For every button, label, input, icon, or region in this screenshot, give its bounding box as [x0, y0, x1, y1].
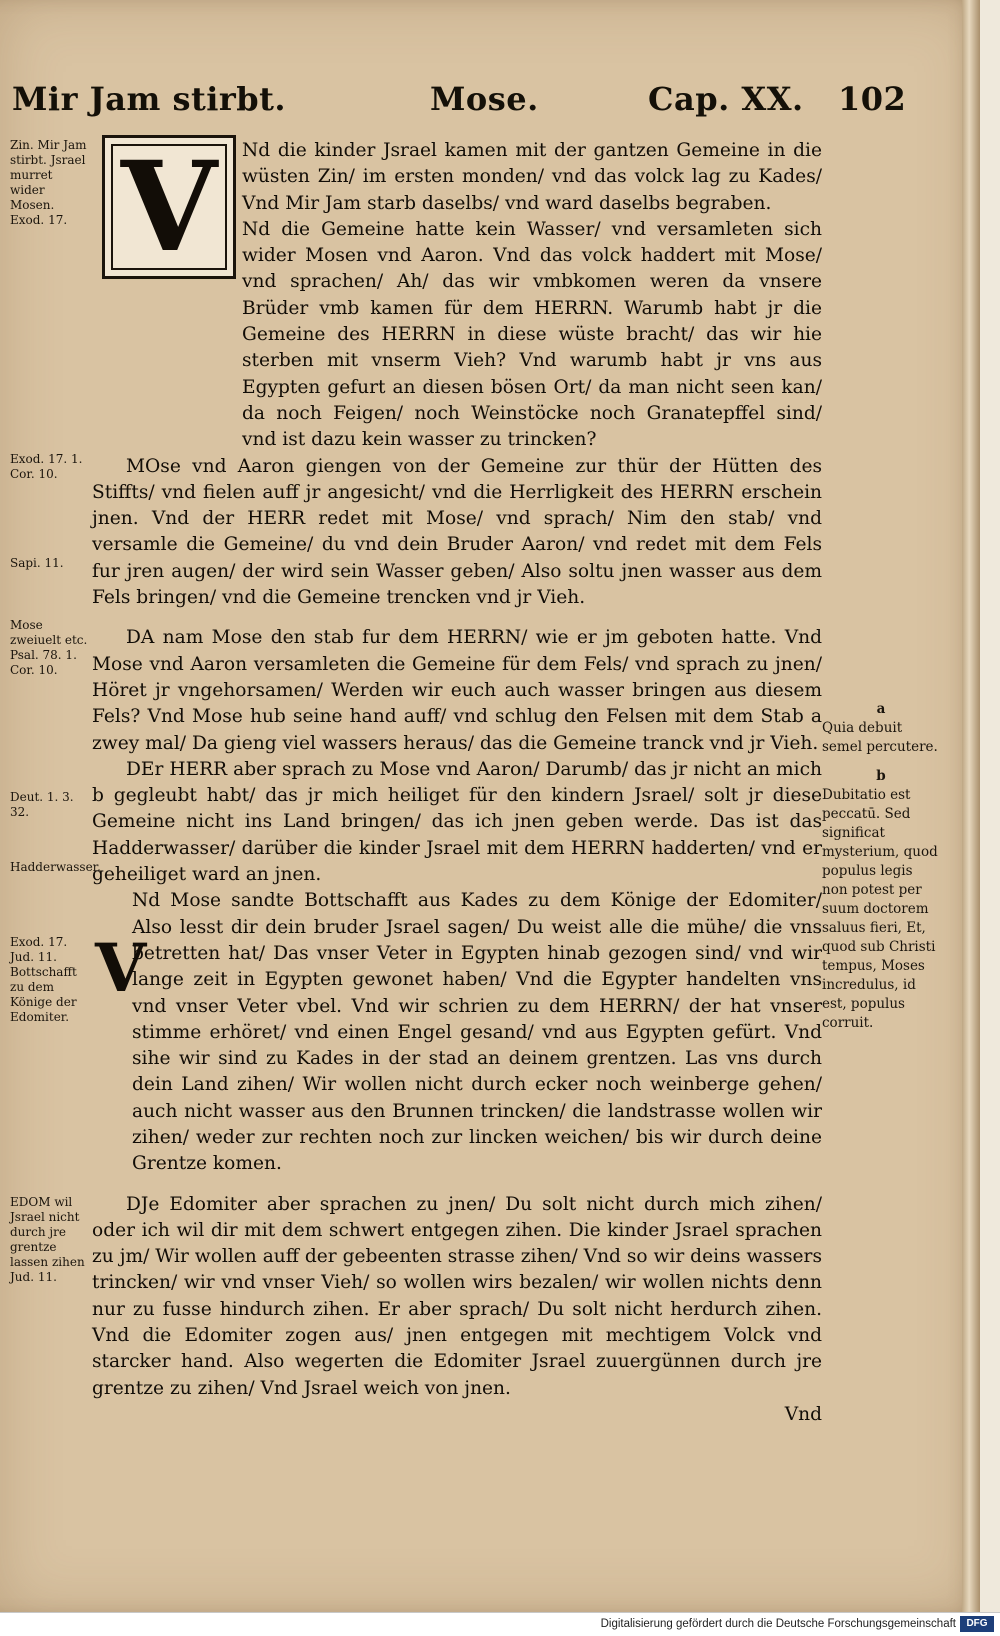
footer-credit: Digitalisierung gefördert durch die Deutsche Forschungsgemeinschaft	[600, 1618, 956, 1630]
left-margin-note-4: Mose zweiuelt etc. Psal. 78. 1. Cor. 10.	[10, 618, 88, 677]
page-edge	[962, 0, 980, 1612]
running-head-left: Mir Jam stirbt.	[12, 80, 287, 118]
running-head-chapter: Cap. XX.	[648, 80, 804, 118]
footer-bar	[0, 1612, 1000, 1636]
running-head-center: Mose.	[430, 80, 539, 118]
catchword: Vnd	[784, 1403, 822, 1425]
initial-letter: V	[120, 135, 218, 280]
left-margin-note-7: Exod. 17. Jud. 11. Bottschafft zu dem Könige der Edomiter.	[10, 935, 77, 1024]
paragraph-3: MOse vnd Aaron giengen von der Gemeine zur thür der Hütten des Stiffts/ vnd fielen auff jr angesicht/ vnd die Herrligkeit des HERRN erschein jnen. Vnd der HERR redet mit Mose/ vnd sprach/ Nim den stab/ vnd versamle die Gemeine/ du vnd dein Bruder Aaron/ vnd redet mit dem Fels fur jren augen/ der wird sein Wasser geben/ Also soltu jnen wasser aus dem Fels bringen/ vnd die Gemeine trencken vnd jr Vieh.	[92, 455, 822, 609]
left-margin-note-5: Deut. 1. 3. 32.	[10, 790, 74, 819]
gloss-key-a: a	[876, 701, 886, 717]
gloss-key-b: b	[876, 768, 886, 784]
paragraph-5: DEr HERR aber sprach zu Mose vnd Aaron/ Darumb/ das jr nicht an mich b gegleubt habt/ das jr mich heiliget für den kindern Jsrael/ solt jr diese Gemeine nicht ins Land bringen/ das ich jnen geben werde. Das ist das Hadderwasser/ darüber die kinder Jsrael mit dem HERRN hadderten/ vnd er geheiliget ward an jnen.	[92, 758, 822, 886]
paragraph-6: Nd Mose sandte Bottschafft aus Kades zu dem Könige der Edomiter/ Also lesst dir dein bruder Jsrael sagen/ Du weist alle die mühe/ die vns betretten hat/ Das vnser Veter in Egypten hinab gezogen sind/ vnd wir lange zeit in Egypten gewonet haben/ Vnd die Egypter handelten vns vnd vnser Veter vbel. Vnd wir schrien zu dem HERRN/ der hat vnser stimme erhöret/ vnd einen Engel gesand/ vnd aus Egypten gefürt. Vnd sihe wir sind zu Kades in der stad an deinem grentzen. Las vns durch dein Land zihen/ Wir wollen nicht durch ecker noch weinberge gehen/ auch nicht wasser aus den Brunnen trincken/ die landstrasse wollen wir zihen/ weder zur rechten noch zur lincken weichen/ bis wir durch deine Grentze komen.	[132, 890, 822, 1175]
left-margin-note-8: EDOM wil Jsrael nicht durch jre grentze lassen zihen Jud. 11.	[10, 1195, 85, 1284]
paragraph-7: DJe Edomiter aber sprachen zu jnen/ Du solt nicht durch mich zihen/ oder ich wil dir mit dem schwert entgegen zihen. Die kinder Jsrael sprachen zu jm/ Wir wollen auff der gebeenten strasse zihen/ Vnd so wir deins wassers trincken/ wir vnd vnser Vieh/ so wollen wirs bezalen/ wir wollen nichts denn nur zu fusse hindurch zihen. Er aber sprach/ Du solt nicht herdurch zihen. Vnd die Edomiter zogen aus/ jnen entgegen mit mechtigem Volck vnd starcker hand. Also wegerten die Edomiter Jsrael zuuergünnen durch jre grentze zu zihen/ Vnd Jsrael weich von jnen.	[92, 1193, 822, 1399]
second-initial: V	[95, 929, 147, 1007]
gloss-a: Quia debuit semel percutere.	[822, 720, 938, 755]
right-margin-glosses	[822, 700, 940, 1033]
paragraph-2: Nd die Gemeine hatte kein Wasser/ vnd versamleten sich wider Mosen vnd Aaron. Vnd das volck haddert mit Mose/ vnd sprachen/ Ah/ das wir vmbkomen weren da vnsere Brüder vmb kamen für dem HERRN. Warumb habt jr die Gemeine des HERRN in diese wüste bracht/ das wir hie sterben mit vnserm Vieh? Vnd warumb habt jr vns aus Egypten gefurt an diesen bösen Ort/ da man nicht seen kan/ da noch Feigen/ noch Weinstöcke noch Granatepffel sind/ vnd ist dazu kein wasser zu trincken?	[242, 218, 822, 451]
page-number: 102	[838, 80, 907, 118]
paragraph-1: Nd die kinder Jsrael kamen mit der gantzen Gemeine in die wüsten Zin/ im ersten monden/ vnd das volck lag zu Kades/ Vnd Mir Jam starb daselbs/ vnd ward daselbs begraben.	[242, 140, 822, 214]
main-text-column	[92, 135, 822, 1428]
paragraph-4: DA nam Mose den stab fur dem HERRN/ wie er jm geboten hatte. Vnd Mose vnd Aaron versamleten die Gemeine für dem Fels/ vnd sprach zu jnen/ Höret jr vngehorsamen/ Werden wir euch auch wasser bringen aus diesem Fels? Vnd Mose hub seine hand auff/ vnd schlug den Felsen mit dem Stab a zwey mal/ Da gieng viel wassers heraus/ das die Gemeine tranck vnd jr Vieh.	[92, 627, 822, 754]
left-margin-note-2: Exod. 17. 1. Cor. 10.	[10, 452, 83, 481]
left-margin-note-3: Sapi. 11.	[10, 556, 64, 570]
dfg-logo-icon: DFG	[960, 1616, 994, 1632]
left-margin-note-1: Zin. Mir Jam stirbt. Jsrael murret wider Mosen. Exod. 17.	[10, 138, 87, 227]
gloss-b: Dubitatio est peccatū. Sed significat mysterium, quod populus legis non potest per suum doctorem saluus fieri, Et, quod sub Christi tempus, Moses incredulus, id est, populus corruit.	[822, 787, 938, 1031]
left-margin-note-6: Hadderwasser.	[10, 860, 101, 874]
